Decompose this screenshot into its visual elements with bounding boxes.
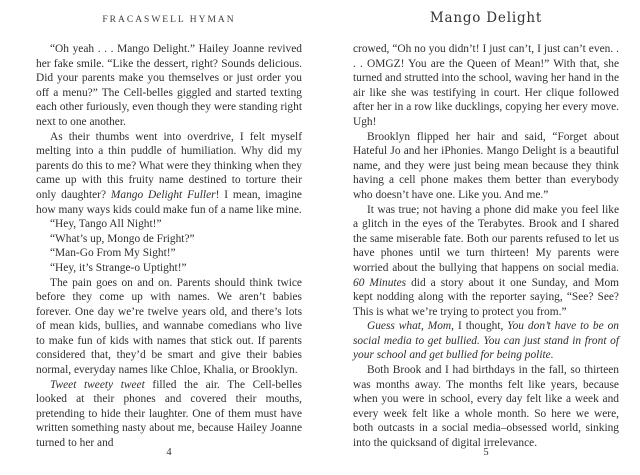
paragraph: [353, 130, 619, 203]
running-header-author: FRACASWELL HYMAN: [102, 15, 236, 25]
page-number-right: 5: [483, 447, 489, 458]
text-run: Both Brook and I had birthdays in the fall, so thirteen was months away. The months felt like years, because when you were in school, every day felt like a week and every week felt like a whole month. So here we were, both outcasts in a social media–obsessed world, sinking into the quicksand of digital irrelevance.: [353, 364, 619, 450]
text-run: “Hey, it’s Strange-o Uptight!”: [50, 261, 187, 274]
page-number-left: 4: [166, 447, 172, 458]
paragraph: [36, 378, 302, 451]
text-run: filled the air. The Cell-belles looked at their phones and covered their mouths, pretending to hide their laughter. One of them must have written something nasty about me, because Hailey Joanne turned to her and: [36, 378, 302, 450]
text-run: The pain goes on and on. Parents should think twice before they come up with names. We aren’t babies forever. One day we’re twelve years old, and there’s lots of mean kids, bullies, and wannabe comedians who live to make fun of kids with names that stick out. If parents considered that, they’d be smart and give their babies normal, everyday names like Chloe, Khalia, or Brooklyn.: [36, 276, 302, 377]
paragraph: [353, 42, 619, 130]
text-run: crowed, “Oh no you didn’t! I just can’t, I just can’t even. . . . OMGZ! You are the Queen of Mean!” With that, she turned and strutted into the school, waving her hand in the air like she was testifying in court. Her clique followed after her in a row like ducklings, copying her every move. Ugh!: [353, 43, 619, 128]
page-right: [353, 0, 619, 475]
text-run: ! I mean, imagine how many ways kids could make fun of a name like mine.: [36, 188, 302, 216]
page-left: [36, 0, 302, 475]
text-run: “Oh yeah . . . Mango Delight.” Hailey Joanne revived her fake smile. “Like the dessert, right? Sounds delicious. Did your parents make you themselves or just order you off a menu?” The Cell-belles giggled and started texting each other furiously, even though they were standing right next to one another.: [36, 43, 302, 128]
text-run: did a story about it one Sunday, and Mom kept nodding along with the reporter saying, “See? See? This is what we’re trying to protect you from.”: [353, 276, 619, 318]
paragraph: [36, 232, 302, 247]
text-run: Brooklyn flipped her hair and said, “Forget about Hateful Jo and her iPhonies. Mango Delight is a beautiful name, and they were just being mean because they think having a cell phone makes them better than everybody who doesn’t have one. Like you. And me.”: [353, 130, 619, 201]
paragraph: [36, 246, 302, 261]
page-left-body: [36, 42, 302, 451]
paragraph: [353, 363, 619, 451]
running-header-title: Mango Delight: [429, 10, 543, 26]
page-right-body: [353, 42, 619, 451]
text-run: , I thought,: [451, 320, 508, 333]
italic-text-run: Mango Delight Fuller: [110, 188, 216, 201]
text-run: “Man-Go From My Sight!”: [50, 247, 176, 260]
paragraph: [36, 42, 302, 130]
italic-text-run: You don’t have to be on social media to get bullied. You can just stand in front of your school and get bullied for being polite.: [353, 320, 619, 362]
paragraph: [353, 319, 619, 363]
paragraph: [36, 130, 302, 218]
paragraph: [36, 217, 302, 232]
italic-text-run: Tweet tweety tweet: [50, 378, 145, 391]
text-run: “Hey, Tango All Night!”: [50, 218, 162, 231]
paragraph: [36, 261, 302, 276]
italic-text-run: Guess what, Mom: [367, 320, 452, 333]
paragraph: [353, 203, 619, 320]
text-run: As their thumbs went into overdrive, I felt myself melting into a thin puddle of humiliation. Why did my parents do this to me? What were they thinking when they came up with this fruity name destined to torture their only daughter?: [36, 130, 302, 201]
text-run: “What’s up, Mongo de Fright?”: [50, 232, 195, 245]
paragraph: [36, 276, 302, 378]
text-run: It was true; not having a phone did make you feel like a glitch in the eyes of the Terabytes. Brook and I shared the same miserable fate. Both our parents refused to let us have phones until we turn thirteen! My parents were worried about the bullying that happens on social media.: [353, 203, 619, 274]
italic-text-run: 60 Minutes: [353, 276, 407, 289]
